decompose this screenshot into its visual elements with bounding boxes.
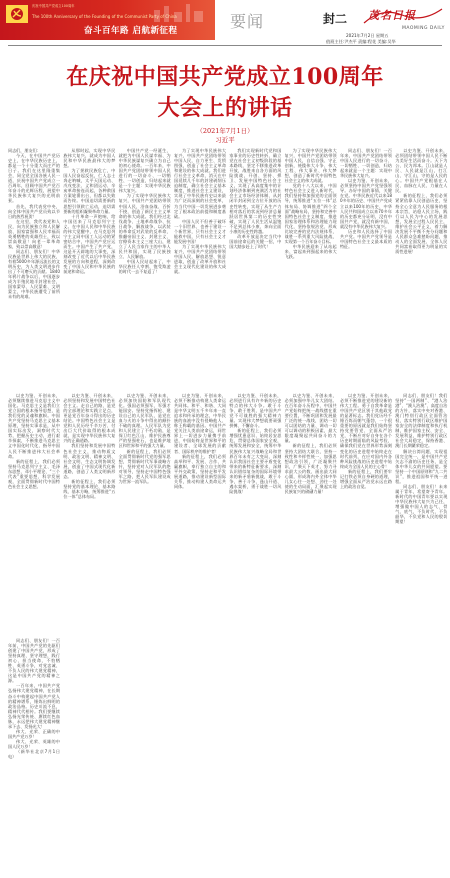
- paragraph: 以史为鉴、开创未来，必须团结带领中国人民不断为美好生活而奋斗。天下为公、民为邦本。江山就是人民、人民就是江山，打江山、守江山，守的是人民的心。中国共产党根基在人民、血脉在人民、力量在人民。: [395, 148, 448, 194]
- paragraph: （新华社北京7月1日电）: [8, 749, 60, 760]
- article-column: [285, 148, 337, 388]
- article-column: [395, 393, 447, 633]
- editor-credits: 值班主任:尹杰平 责编:程花 美编:吴华: [326, 39, 396, 44]
- article-column: [340, 148, 392, 388]
- paragraph: 同志们、朋友们！中华民族是世界上伟大的民族，有着5000多年源远流长的文明历史，为人类文明进步作出了不可磨灭的贡献。1840年鸦片战争以后，中国逐步成为半殖民地半封建社会，国家蒙辱、人民蒙难、文明蒙尘，中华民族遭受了前所未有的劫难。: [8, 248, 60, 300]
- paragraph: 新的征程上，我们必须增强忧患意识、始终居安思危，贯彻总体国家安全观，统筹发展和安全，统筹中华民族伟大复兴战略全局和世界百年未有之大变局，深刻认识我国社会主要矛盾变化带来的新特征新要求，深刻认识错综复杂的国际环境带来的新矛盾新挑战，敢于斗争，善于斗争，逢山开道、遇水架桥，勇于战胜一切风险挑战！: [229, 428, 282, 494]
- banner-slogan: 奋斗百年路 启航新征程: [84, 26, 178, 36]
- banner-english: The 100th Anniversary of the Founding of the Communist Party of China: [32, 14, 177, 19]
- paragraph: 我们实现新时代党和国家事业的历史性转折，确立党在社会主义初级阶段的基本路线，坚定不移推进改革开放，战胜来自各方面的风险挑战，开创、坚持、捍卫、发展中国特色社会主义，实现了从高度集中的计划经济体制到充满活力的社会主义市场经济体制、从封闭半封闭到全方位开放的历史性转变，实现了从生产力相对落后的状况到经济总量跃居世界第二的历史性突破，实现了人民生活从温饱不足到总体小康、奔向全面小康的历史性跨越。: [229, 148, 282, 234]
- paragraph: 以史为鉴、开创未来，必须继续推进马克思主义中国化。马克思主义是我们立党立国的根本指导思想，是我们党的灵魂和旗帜。中国共产党坚持马克思主义基本原理，坚持实事求是，从中国实际出发，洞察时代大势，把握历史主动，进行艰辛探索，不断推进马克思主义中国化时代化，指导中国人民不断推进伟大社会革命。: [8, 393, 60, 459]
- article-column: [63, 393, 115, 633]
- paragraph: 历史和人民选择了中国共产党。中国共产党领导是中国特色社会主义最本质的特征。: [339, 228, 392, 249]
- paragraph: 新的征程上，我们必须坚持党的基本理论、基本路线、基本方略，统筹推进“五位一体”总体布局。: [63, 478, 116, 499]
- paragraph: 从那时起，实现中华民族伟大复兴，就成为中国人民和中华民族最伟大的梦想。: [63, 148, 116, 169]
- party-emblem-icon: [6, 5, 28, 23]
- paragraph: 今天，在中国共产党历史上，在中华民族历史上，都是一个十分重大而庄严的日子。我们在这里隆重集会，同全党全国各族人民一道，庆祝中国共产党成立一百周年，回顾中国共产党百年奋斗的光辉历程，展望中华民族伟大复兴的光明前景。: [8, 153, 60, 204]
- paragraph: 新的征程上，我们必须高举和平、发展、合作、共赢旗帜，奉行独立自主的和平外交政策，坚持走和平发展道路，推动建设新型国际关系，推动构建人类命运共同体。: [173, 453, 226, 489]
- paragraph: 中华民族迎来了从站起来、富起来到强起来的伟大飞跃。: [284, 243, 337, 259]
- headline-line-1: 在庆祝中国共产党成立100周年: [66, 64, 384, 90]
- article-column: [174, 393, 226, 633]
- paragraph: 新的征程上，我们必须坚持马克思列宁主义、毛泽东思想、邓小平理论、“三个代表”重要思想、科学发展观，全面贯彻新时代中国特色社会主义思想。: [8, 458, 60, 489]
- paragraph: 同志们、朋友们！我们坚持“一国两制”、“港人治港”、“澳人治澳”、高度自治的方针，落实中央对香港、澳门特别行政区全面管治权，落实特别行政区维护国家安全的法律制度和执行机制，维护国家主权、安全、发展利益，维护特别行政区社会大局稳定，保持香港、澳门长期繁荣稳定。: [395, 393, 448, 449]
- paragraph: 新的征程上，我们要牢记打铁必须自身硬的道理，增强全面从严治党永远在路上的政治自觉。: [339, 468, 392, 489]
- paragraph: 同志们，朋友们：: [8, 148, 41, 153]
- building-silhouette-icon: [150, 2, 210, 22]
- paragraph: 十月革命一声炮响，给中国送来了马克思列宁主义。在中国人民和中华民族的伟大觉醒中，在马克思列宁主义同中国工人运动的紧密结合中，中国共产党应运而生。中国产生了共产党，这是开天辟地的大事变，深刻改变了近代以后中华民族发展的方向和进程，深刻改变了中国人民和中华民族的前途和命运。: [63, 213, 116, 275]
- article-column: [340, 393, 392, 633]
- author-name: 习近平: [215, 136, 235, 144]
- paragraph: 新的征程上，我们必须紧紧依靠人民创造历史，坚持全心全意为人民服务的根本宗旨，站稳人民立场，践行以人民为中心的发展思想，发展全过程人民民主，维护社会公平正义，着力解决发展不平衡不充分问题和人民群众急难愁盼问题，推动人的全面发展、全体人民共同富裕取得更为明显的实质性进展！: [395, 193, 448, 254]
- paragraph: 我们坚持和发展中国特色社会主义，推动物质文明、政治文明、精神文明、社会文明、生态文明协调发展，创造了中国式现代化新道路，创造了人类文明新形态。: [63, 443, 116, 479]
- article-column: [119, 393, 171, 633]
- paragraph: 为了实现中华民族伟大复兴，中国共产党团结带领中国人民，自力更生、发愤图强，创造了社会主义革命和建设的伟大成就。我们进行社会主义革命，消灭在中国延续几千年的封建剥削压迫制度，确立社会主义基本制度，推进社会主义建设，实现了中华民族有史以来最为广泛而深刻的社会变革，为当代中国一切发展进步奠定了根本政治前提和制度基础。: [173, 148, 226, 219]
- paragraph: 以史为鉴、开创未来，必须进行具有许多新的历史特点的伟大斗争。敢于斗争、敢于胜利，是中国共产党不可战胜的强大精神力量。实现伟大梦想就要顽强拼搏、不懈奋斗。: [229, 393, 282, 429]
- paragraph: 为了实现中华民族伟大复兴，中国共产党团结带领中国人民，浴血奋战、百折不挠，创造了新民主主义革命的伟大成就。我们经过北伐战争、土地革命战争、抗日战争、解放战争，以武装的革命反对武装的反革命，推翻帝国主义、封建主义、官僚资本主义三座大山，建立了人民当家作主的中华人民共和国，实现了民族独立、人民解放。: [118, 193, 171, 259]
- paragraph: 中国人民不但善于破坏一个旧世界、也善于建设一个新世界，只有社会主义才能救中国，只有社会主义才能发展中国！: [173, 218, 226, 244]
- article-column: [8, 393, 60, 633]
- article-column: [285, 393, 337, 633]
- paragraph: 以史为鉴、开创未来，必须不断推动构建人类命运共同体。和平、和谐、大同是中华文明五千多年来一直追求和传承的理念，中华民族的血液中没有侵略他人、称王称霸的基因。中国共产党关注人类前途命运，同世界上一切进步力量携手前进，中国始终是世界和平的建设者、全球发展的贡献者、国际秩序的维护者！: [173, 393, 226, 454]
- header-divider: [8, 45, 442, 46]
- paragraph: 以史为鉴、开创未来，必须不断推进党的建设新的伟大工程。勇于自我革命是中国共产党区别于其他政党的显著标志。我们党历经千锤百炼而朝气蓬勃，一个很重要的原因就是我们始终坚持党要管党、全面从严治党，不断应对好自身在各个历史时期面临的风险考验，确保我们党在世界形势深刻变化的历史进程中始终走在时代前列，在应对国内外各种风险挑战的历史进程中始终成为全国人民的主心骨！: [339, 393, 392, 469]
- paragraph: 同志们、朋友们！一百年来，中国共产党团结带领中国人民进行的一切奋斗、一切牺牲、一切创造，归结起来就是一个主题：实现中华民族伟大复兴。: [339, 148, 392, 179]
- paragraph: 新的征程上，我们必须坚持大团结大联合，坚持一致性和多样性统一，加强思想政治引领，广泛凝聚共识，广聚天下英才，努力寻求最大公约数、画出最大同心圆，形成海内外全体中华儿女心往一处想、劲往一处使的生动局面，汇聚起实现民族复兴的磅礴力量！: [284, 443, 337, 494]
- article-body: [8, 148, 448, 760]
- issue-date: 2021年7月2日 星期五: [346, 33, 389, 38]
- paragraph: 以史为鉴、开创未来，必须加快国防和军队现代化。强国必须强军，军强才能国安。坚持党指挥枪、建设自己的人民军队，是党在血与火的斗争中得出的颠扑不破的真理。人民军队为党和人民建立了不朽功勋，是保卫红色江山、维护民族尊严的坚强柱石，也是维护地区和世界和平的强大力量。: [118, 393, 171, 449]
- paragraph: 以史为鉴、开创未来，必须坚持和发展中国特色社会主义。走自己的路，是党的全部理论和实践立足点，更是党百年奋斗得出的历史结论。中国特色社会主义是党和人民历经千辛万苦、付出巨大代价取得的根本成就，是实现中华民族伟大复兴的正确道路。: [63, 393, 116, 444]
- article-column: [8, 638, 60, 878]
- article-column: [174, 148, 226, 388]
- article-column: [229, 393, 281, 633]
- anniversary-banner: [0, 0, 215, 40]
- article-column: [119, 148, 171, 388]
- paragraph: 同志们、朋友们！一百年前，中国共产党的先驱们创建了中国共产党，形成了坚持真理、坚守理想，践行初心、担当使命，不怕牺牲、英勇斗争，对党忠诚、不负人民的伟大建党精神，这是中国共产党的精神之源。: [8, 638, 60, 684]
- banner-title: 庆祝中国共产党成立100周年: [32, 4, 75, 8]
- masthead: [0, 0, 450, 44]
- paragraph: 以史为鉴、开创未来，必须坚持中国共产党坚强领导。办好中国的事情，关键在党。中华民族近代以来180多年的历史、中国共产党成立以来100年的历史、中华人民共和国成立以来70多年的历史都充分证明，没有中国共产党，就没有新中国，就没有中华民族伟大复兴。: [339, 178, 392, 229]
- paragraph: 解决台湾问题、实现祖国完全统一，是中国共产党矢志不渝的历史任务，是全体中华儿女的共同愿望。要坚持一个中国原则和“九二共识”，推进祖国和平统一进程。: [395, 448, 448, 484]
- paragraph: 在这里，我代表党和人民，向为民族独立和人民解放、国家富强和人民幸福而英勇牺牲的英雄烈士，致以崇高敬意！向老一辈革命家，致以崇高敬意！: [8, 218, 60, 249]
- paragraph: 伟大、光荣、英雄的中国人民万岁！: [8, 738, 60, 749]
- paragraph: 首先，我代表党中央，向全体中国共产党员致以节日的热烈祝贺！: [8, 203, 60, 219]
- paragraph: 以史为鉴、开创未来，必须加强中华儿女大团结。在百年奋斗历程中，中国共产党始终把统一战线摆在重要位置，不断巩固和发展最广泛的统一战线，团结一切可以团结的力量、调动一切可以调动的积极因素，最大限度凝聚起共同奋斗的力量。: [284, 393, 337, 444]
- speech-date: （2021年7月1日）: [196, 127, 254, 135]
- paragraph: 为了拯救民族危亡，中国人民奋起反抗，仁人志士奔走呐喊，太平天国运动、戊戌变法、义和团运动、辛亥革命接连而起，各种救国方案轮番出台，但都以失败而告终。中国迫切需要新的思想引领救亡运动，迫切需要新的组织凝聚革命力量。: [63, 168, 116, 214]
- page-label: 封二: [323, 12, 348, 26]
- paragraph: 改革开放是决定当代中国前途命运的关键一招，中国大踏步赶上了时代！: [229, 233, 282, 249]
- paragraph: 中国共产党一经诞生，就把为中国人民谋幸福、为中华民族谋复兴确立为自己的初心使命。一百年来，中国共产党团结带领中国人民进行的一切奋斗、一切牺牲、一切创造，归结起来就是一个主题：实现中华民族伟大复兴。: [118, 148, 171, 194]
- paragraph: 为了实现中华民族伟大复兴，中国共产党团结带领中国人民，自信自强、守正创新，统揽伟大斗争、伟大工程、伟大事业、伟大梦想，创造了新时代中国特色社会主义的伟大成就。: [284, 148, 337, 184]
- paragraph: 一百年来，中国共产党弘扬伟大建党精神，在长期奋斗中构建起中国共产党人的精神谱系，锤炼出鲜明的政治品格。历史川流不息，精神代代相传。我们要继续弘扬光荣传统、赓续红色血脉，永远把伟大建党精神继承下去、发扬光大！: [8, 683, 60, 729]
- paragraph: 伟大、光荣、正确的中国共产党万岁！: [8, 728, 60, 739]
- section-label: 要闻: [230, 12, 265, 31]
- paragraph: 新的征程上，我们必须全面贯彻新时代党的强军思想，贯彻新时代军事战略方针，坚持党对人民军队的绝对领导，坚持走中国特色强军之路，把人民军队建设成为世界一流军队。: [118, 448, 171, 484]
- article-column: [8, 148, 60, 388]
- newspaper-logo: 茂名日报: [368, 9, 416, 22]
- paragraph: 同志们、朋友们！未来属于青年，希望寄予青年。新时代的中国青年要以实现中华民族伟大复兴为己任，增强做中国人的志气、骨气、底气，不负时代，不负韶华，不负党和人民的殷切期望！: [395, 483, 448, 525]
- headline-line-2: 大会上的讲话: [157, 95, 293, 121]
- paragraph: 为了实现中华民族伟大复兴，中国共产党团结带领中国人民，解放思想、锐意进取，创造了改革开放和社会主义现代化建设的伟大成就。: [173, 243, 226, 275]
- paragraph: 中国人民站起来了，中华民族任人宰割、饱受欺凌的时代一去不复返了！: [118, 259, 171, 275]
- article-column: [63, 148, 115, 388]
- newspaper-logo-english: MAOMING DAILY: [402, 26, 445, 31]
- article-column: [395, 148, 447, 388]
- article-column: [229, 148, 281, 388]
- paragraph: 党的十八大以来，中国特色社会主义进入新时代，我们坚持和加强党的全面领导，统筹推进“五位一体”总体布局、协调推进“四个全面”战略布局，坚持和完善中国特色社会主义制度、推进国家治理体系和治理能力现代化，坚持依规治党、形成比较完善的党内法规体系，战胜一系列重大风险挑战，实现第一个百年奋斗目标。: [284, 183, 337, 244]
